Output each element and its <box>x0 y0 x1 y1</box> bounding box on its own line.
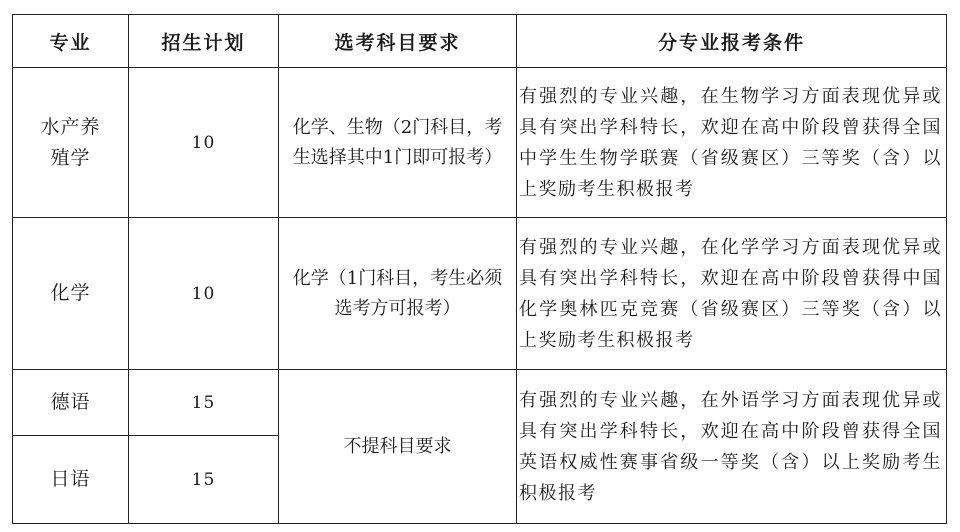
major-cell: 日语 <box>13 436 129 524</box>
plan-cell: 15 <box>129 370 279 436</box>
subjects-cell: 化学、生物（2门科目，考生选择其中1门即可报考） <box>279 68 517 218</box>
major-cell: 化学 <box>13 218 129 370</box>
table-row <box>13 68 947 218</box>
major-cell: 水产养殖学 <box>13 68 129 218</box>
plan-cell: 15 <box>129 436 279 524</box>
header-major: 专业 <box>13 15 129 68</box>
admission-table-container <box>12 14 946 522</box>
major-cell: 德语 <box>13 370 129 436</box>
admission-requirements-table <box>12 14 947 524</box>
shared-subjects-cell: 不提科目要求 <box>279 370 517 524</box>
table-row <box>13 218 947 370</box>
header-conditions: 分专业报考条件 <box>517 15 947 68</box>
shared-conditions-cell: 有强烈的专业兴趣，在外语学习方面表现优异或具有突出学科特长，欢迎在高中阶段曾获得全国英语权威性赛事省级一等奖（含）以上奖励考生积极报考 <box>517 370 947 524</box>
table-row <box>13 370 947 436</box>
conditions-cell: 有强烈的专业兴趣，在化学学习方面表现优异或具有突出学科特长，欢迎在高中阶段曾获得中国化学奥林匹克竞赛（省级赛区）三等奖（含）以上奖励考生积极报考 <box>517 218 947 370</box>
conditions-cell: 有强烈的专业兴趣，在生物学习方面表现优异或具有突出学科特长，欢迎在高中阶段曾获得全国中学生生物学联赛（省级赛区）三等奖（含）以上奖励考生积极报考 <box>517 68 947 218</box>
subjects-cell: 化学（1门科目，考生必须选考方可报考） <box>279 218 517 370</box>
header-subjects: 选考科目要求 <box>279 15 517 68</box>
header-plan: 招生计划 <box>129 15 279 68</box>
plan-cell: 10 <box>129 68 279 218</box>
header-row <box>13 15 947 68</box>
plan-cell: 10 <box>129 218 279 370</box>
